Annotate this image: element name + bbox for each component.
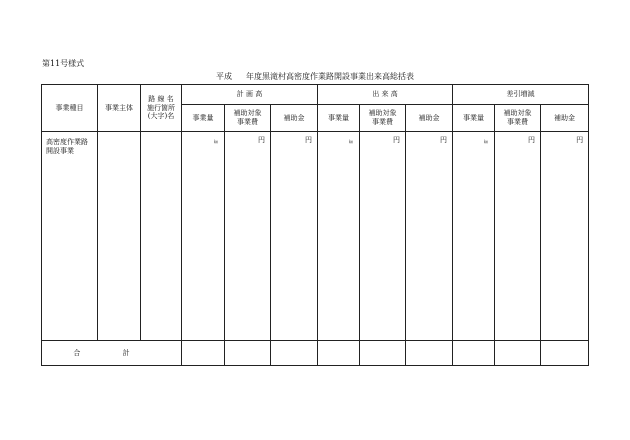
row-route-cell xyxy=(141,132,182,341)
actual-target-line1: 補助対象 xyxy=(368,109,397,118)
total-diff-cost xyxy=(453,341,495,366)
total-actual-subsidy xyxy=(406,341,453,366)
summary-table xyxy=(41,84,589,366)
plan-cost-header: 事業量 xyxy=(182,105,225,132)
group-plan: 計 画 高 xyxy=(182,85,318,105)
plan-target-line1: 補助対象 xyxy=(233,109,262,118)
title-text: 年度黒滝村高密度作業路開設事業出来高総括表 xyxy=(246,72,414,81)
diff-target-line2: 事業費 xyxy=(507,118,529,126)
row-entity-cell xyxy=(98,132,141,341)
actual-cost-header: 事業量 xyxy=(318,105,360,132)
header-route-line1: 路 線 名 xyxy=(148,94,174,103)
actual-target-cell: 円 xyxy=(360,132,406,341)
header-business-type: 事業種目 xyxy=(42,85,98,132)
form-number: 第11号様式 xyxy=(42,59,85,68)
title-era: 平成 xyxy=(216,72,232,81)
actual-target-header xyxy=(360,105,406,132)
total-plan-target xyxy=(225,341,271,366)
plan-subsidy-cell: 円 xyxy=(271,132,318,341)
diff-subsidy-cell: 円 xyxy=(541,132,589,341)
diff-target-line1: 補助対象 xyxy=(503,109,532,118)
diff-unit-mark: ㎞ xyxy=(484,138,489,144)
total-actual-target xyxy=(360,341,406,366)
diff-target-cell: 円 xyxy=(495,132,541,341)
total-plan-cost xyxy=(182,341,225,366)
plan-cost-cell xyxy=(182,132,225,341)
plan-subsidy-header: 補助金 xyxy=(271,105,318,132)
diff-target-header xyxy=(495,105,541,132)
total-actual-cost xyxy=(318,341,360,366)
total-plan-subsidy xyxy=(271,341,318,366)
actual-unit-mark: ㎞ xyxy=(349,138,354,144)
header-route-line3: (大字)名 xyxy=(147,112,175,121)
group-actual: 出 来 高 xyxy=(318,85,453,105)
total-label: 合 計 xyxy=(42,341,182,366)
diff-cost-header: 事業量 xyxy=(453,105,495,132)
group-difference: 差引増減 xyxy=(453,85,589,105)
diff-subsidy-header: 補助金 xyxy=(541,105,589,132)
total-diff-subsidy xyxy=(541,341,589,366)
actual-cost-cell xyxy=(318,132,360,341)
header-business-entity: 事業主体 xyxy=(98,85,141,132)
plan-target-line2: 事業費 xyxy=(237,118,258,126)
row-business-name: 高密度作業路開設事業 xyxy=(42,132,98,341)
plan-unit-mark: ㎞ xyxy=(214,138,218,144)
document-title xyxy=(0,71,630,82)
plan-target-cell: 円 xyxy=(225,132,271,341)
header-route-location xyxy=(141,85,182,132)
diff-cost-cell xyxy=(453,132,495,341)
actual-subsidy-cell: 円 xyxy=(406,132,453,341)
actual-subsidy-header: 補助金 xyxy=(406,105,453,132)
actual-target-line2: 事業費 xyxy=(372,118,394,126)
header-route-line2: 施行箇所 xyxy=(147,103,175,112)
plan-target-header xyxy=(225,105,271,132)
total-diff-target xyxy=(495,341,541,366)
